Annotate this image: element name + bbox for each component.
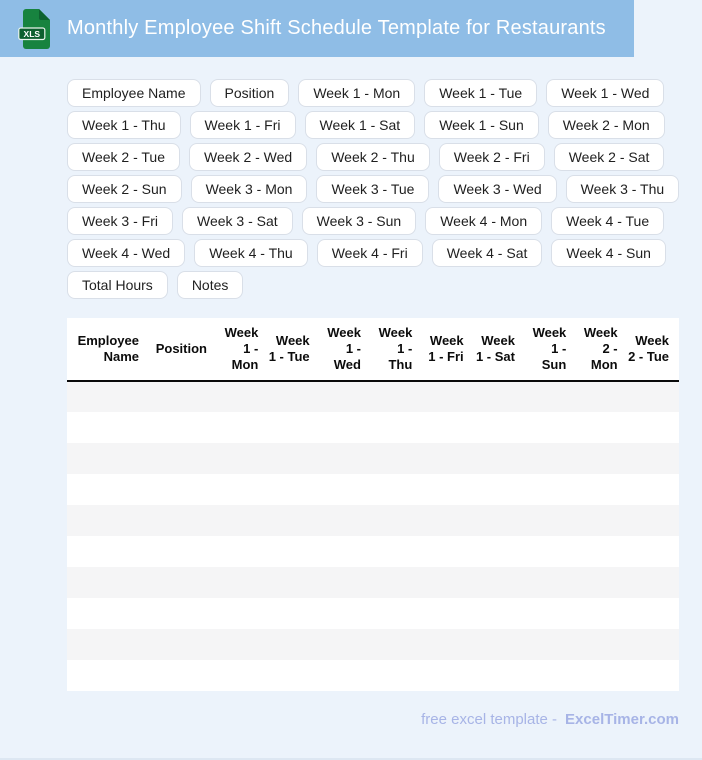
- table-cell: [149, 505, 217, 536]
- column-header: Week 1 - Mon: [217, 318, 268, 381]
- table-cell: [628, 443, 679, 474]
- table-cell: [320, 660, 371, 691]
- column-chip: Week 2 - Tue: [67, 143, 180, 171]
- table-row: [67, 505, 679, 536]
- table-cell: [149, 536, 217, 567]
- table-row: [67, 443, 679, 474]
- column-chip: Notes: [177, 271, 244, 299]
- table-cell: [628, 536, 679, 567]
- column-chip: Week 3 - Mon: [191, 175, 308, 203]
- table-cell: [217, 598, 268, 629]
- table-row: [67, 536, 679, 567]
- table-cell: [320, 629, 371, 660]
- chip-row: [67, 175, 679, 203]
- table-cell: [576, 629, 627, 660]
- column-chip: Week 2 - Mon: [548, 111, 665, 139]
- table-cell: [576, 536, 627, 567]
- table-cell: [422, 474, 473, 505]
- table-row: [67, 412, 679, 443]
- table-cell: [149, 629, 217, 660]
- table-row: [67, 474, 679, 505]
- schedule-table-wrapper: [67, 318, 679, 691]
- table-cell: [268, 660, 319, 691]
- table-cell: [576, 567, 627, 598]
- table-cell: [217, 536, 268, 567]
- page-title: Monthly Employee Shift Schedule Template for Restaurants: [67, 17, 606, 39]
- table-cell: [268, 536, 319, 567]
- footer-brand-link[interactable]: ExcelTimer.com: [565, 711, 679, 728]
- table-cell: [67, 412, 149, 443]
- xls-file-icon: [18, 7, 54, 51]
- table-cell: [268, 443, 319, 474]
- table-cell: [422, 598, 473, 629]
- table-cell: [422, 567, 473, 598]
- table-cell: [576, 598, 627, 629]
- table-cell: [422, 412, 473, 443]
- table-cell: [149, 598, 217, 629]
- column-header: Week 2 - Mon: [576, 318, 627, 381]
- table-cell: [217, 474, 268, 505]
- column-chip: Week 4 - Thu: [194, 239, 308, 267]
- column-chip: Week 1 - Wed: [546, 79, 664, 107]
- table-cell: [628, 474, 679, 505]
- column-chip: Week 4 - Mon: [425, 207, 542, 235]
- table-cell: [217, 567, 268, 598]
- table-cell: [268, 474, 319, 505]
- footer-text: free excel template -: [421, 711, 558, 728]
- column-chip: Week 4 - Fri: [317, 239, 423, 267]
- table-cell: [149, 443, 217, 474]
- table-cell: [67, 536, 149, 567]
- table-cell: [576, 660, 627, 691]
- column-header: Week 1 - Fri: [422, 318, 473, 381]
- table-cell: [320, 443, 371, 474]
- table-cell: [474, 567, 525, 598]
- column-header: Week 1 - Thu: [371, 318, 422, 381]
- table-cell: [268, 412, 319, 443]
- column-chip: Week 2 - Thu: [316, 143, 430, 171]
- column-header: Week 1 - Sun: [525, 318, 576, 381]
- table-cell: [217, 443, 268, 474]
- table-cell: [217, 660, 268, 691]
- column-chips: [67, 79, 679, 303]
- column-header: Week 1 - Wed: [320, 318, 371, 381]
- table-cell: [268, 598, 319, 629]
- table-cell: [371, 474, 422, 505]
- table-cell: [576, 381, 627, 412]
- xls-file-fold: [39, 9, 50, 20]
- column-chip: Week 3 - Fri: [67, 207, 173, 235]
- chip-row: [67, 239, 679, 267]
- column-chip: Week 2 - Sun: [67, 175, 182, 203]
- column-chip: Week 3 - Sat: [182, 207, 293, 235]
- table-cell: [474, 381, 525, 412]
- table-cell: [320, 598, 371, 629]
- table-cell: [371, 567, 422, 598]
- table-cell: [217, 629, 268, 660]
- table-cell: [371, 412, 422, 443]
- table-cell: [268, 629, 319, 660]
- table-row: [67, 381, 679, 412]
- column-chip: Week 1 - Mon: [298, 79, 415, 107]
- chip-row: [67, 79, 679, 107]
- column-chip: Total Hours: [67, 271, 168, 299]
- table-cell: [474, 629, 525, 660]
- table-cell: [149, 474, 217, 505]
- table-cell: [474, 536, 525, 567]
- table-cell: [525, 474, 576, 505]
- table-cell: [525, 505, 576, 536]
- table-cell: [474, 598, 525, 629]
- table-cell: [320, 567, 371, 598]
- table-cell: [217, 505, 268, 536]
- column-chip: Week 1 - Tue: [424, 79, 537, 107]
- table-cell: [628, 505, 679, 536]
- table-cell: [422, 536, 473, 567]
- table-cell: [628, 598, 679, 629]
- chip-row: [67, 207, 679, 235]
- table-cell: [67, 505, 149, 536]
- column-chip: Week 4 - Sun: [551, 239, 666, 267]
- column-chip: Employee Name: [67, 79, 201, 107]
- table-cell: [576, 412, 627, 443]
- table-cell: [149, 660, 217, 691]
- table-cell: [628, 629, 679, 660]
- table-cell: [320, 474, 371, 505]
- table-row: [67, 598, 679, 629]
- table-cell: [67, 381, 149, 412]
- table-cell: [67, 598, 149, 629]
- table-cell: [268, 381, 319, 412]
- title-bar: [0, 0, 634, 57]
- table-cell: [422, 443, 473, 474]
- table-cell: [628, 381, 679, 412]
- table-row: [67, 660, 679, 691]
- table-cell: [422, 629, 473, 660]
- table-cell: [67, 443, 149, 474]
- table-cell: [149, 381, 217, 412]
- column-chip: Week 3 - Wed: [438, 175, 556, 203]
- column-chip: Week 3 - Sun: [302, 207, 417, 235]
- table-cell: [67, 660, 149, 691]
- column-chip: Week 1 - Thu: [67, 111, 181, 139]
- footer-credit: [421, 711, 679, 728]
- table-cell: [576, 443, 627, 474]
- table-cell: [474, 660, 525, 691]
- column-header: Week 1 - Tue: [268, 318, 319, 381]
- table-cell: [628, 412, 679, 443]
- table-cell: [525, 629, 576, 660]
- table-cell: [474, 505, 525, 536]
- xls-label-text: XLS: [23, 28, 41, 39]
- table-cell: [320, 505, 371, 536]
- table-cell: [525, 598, 576, 629]
- table-cell: [422, 381, 473, 412]
- column-header: Week 1 - Sat: [474, 318, 525, 381]
- table-cell: [371, 598, 422, 629]
- column-chip: Week 3 - Thu: [566, 175, 680, 203]
- column-chip: Week 2 - Fri: [439, 143, 545, 171]
- schedule-table: [67, 318, 679, 691]
- table-cell: [149, 412, 217, 443]
- table-cell: [217, 412, 268, 443]
- table-cell: [67, 567, 149, 598]
- table-cell: [576, 474, 627, 505]
- chip-row: [67, 271, 679, 299]
- table-cell: [371, 629, 422, 660]
- table-cell: [371, 381, 422, 412]
- table-cell: [628, 567, 679, 598]
- column-header: Position: [149, 318, 217, 381]
- table-cell: [67, 474, 149, 505]
- table-cell: [525, 443, 576, 474]
- table-cell: [371, 536, 422, 567]
- column-chip: Position: [210, 79, 290, 107]
- table-cell: [474, 412, 525, 443]
- table-cell: [371, 660, 422, 691]
- column-chip: Week 2 - Wed: [189, 143, 307, 171]
- table-row: [67, 629, 679, 660]
- table-cell: [474, 443, 525, 474]
- column-chip: Week 1 - Sat: [305, 111, 416, 139]
- column-header: Employee Name: [67, 318, 149, 381]
- column-chip: Week 4 - Wed: [67, 239, 185, 267]
- table-cell: [268, 505, 319, 536]
- table-cell: [320, 412, 371, 443]
- table-cell: [268, 567, 319, 598]
- table-cell: [149, 567, 217, 598]
- table-cell: [320, 536, 371, 567]
- table-cell: [525, 660, 576, 691]
- column-chip: Week 4 - Sat: [432, 239, 543, 267]
- column-chip: Week 1 - Sun: [424, 111, 539, 139]
- chip-row: [67, 111, 679, 139]
- table-body: [67, 381, 679, 691]
- table-cell: [217, 381, 268, 412]
- column-header: Week 2 - Tue: [628, 318, 679, 381]
- table-header-row: [67, 318, 679, 381]
- table-cell: [628, 660, 679, 691]
- table-cell: [576, 505, 627, 536]
- chip-row: [67, 143, 679, 171]
- table-cell: [474, 474, 525, 505]
- table-cell: [320, 381, 371, 412]
- table-cell: [67, 629, 149, 660]
- table-cell: [525, 412, 576, 443]
- table-cell: [371, 505, 422, 536]
- table-cell: [422, 505, 473, 536]
- column-chip: Week 3 - Tue: [316, 175, 429, 203]
- table-cell: [371, 443, 422, 474]
- table-cell: [525, 567, 576, 598]
- table-cell: [525, 381, 576, 412]
- table-cell: [422, 660, 473, 691]
- column-chip: Week 4 - Tue: [551, 207, 664, 235]
- table-row: [67, 567, 679, 598]
- column-chip: Week 1 - Fri: [190, 111, 296, 139]
- column-chip: Week 2 - Sat: [554, 143, 665, 171]
- table-cell: [525, 536, 576, 567]
